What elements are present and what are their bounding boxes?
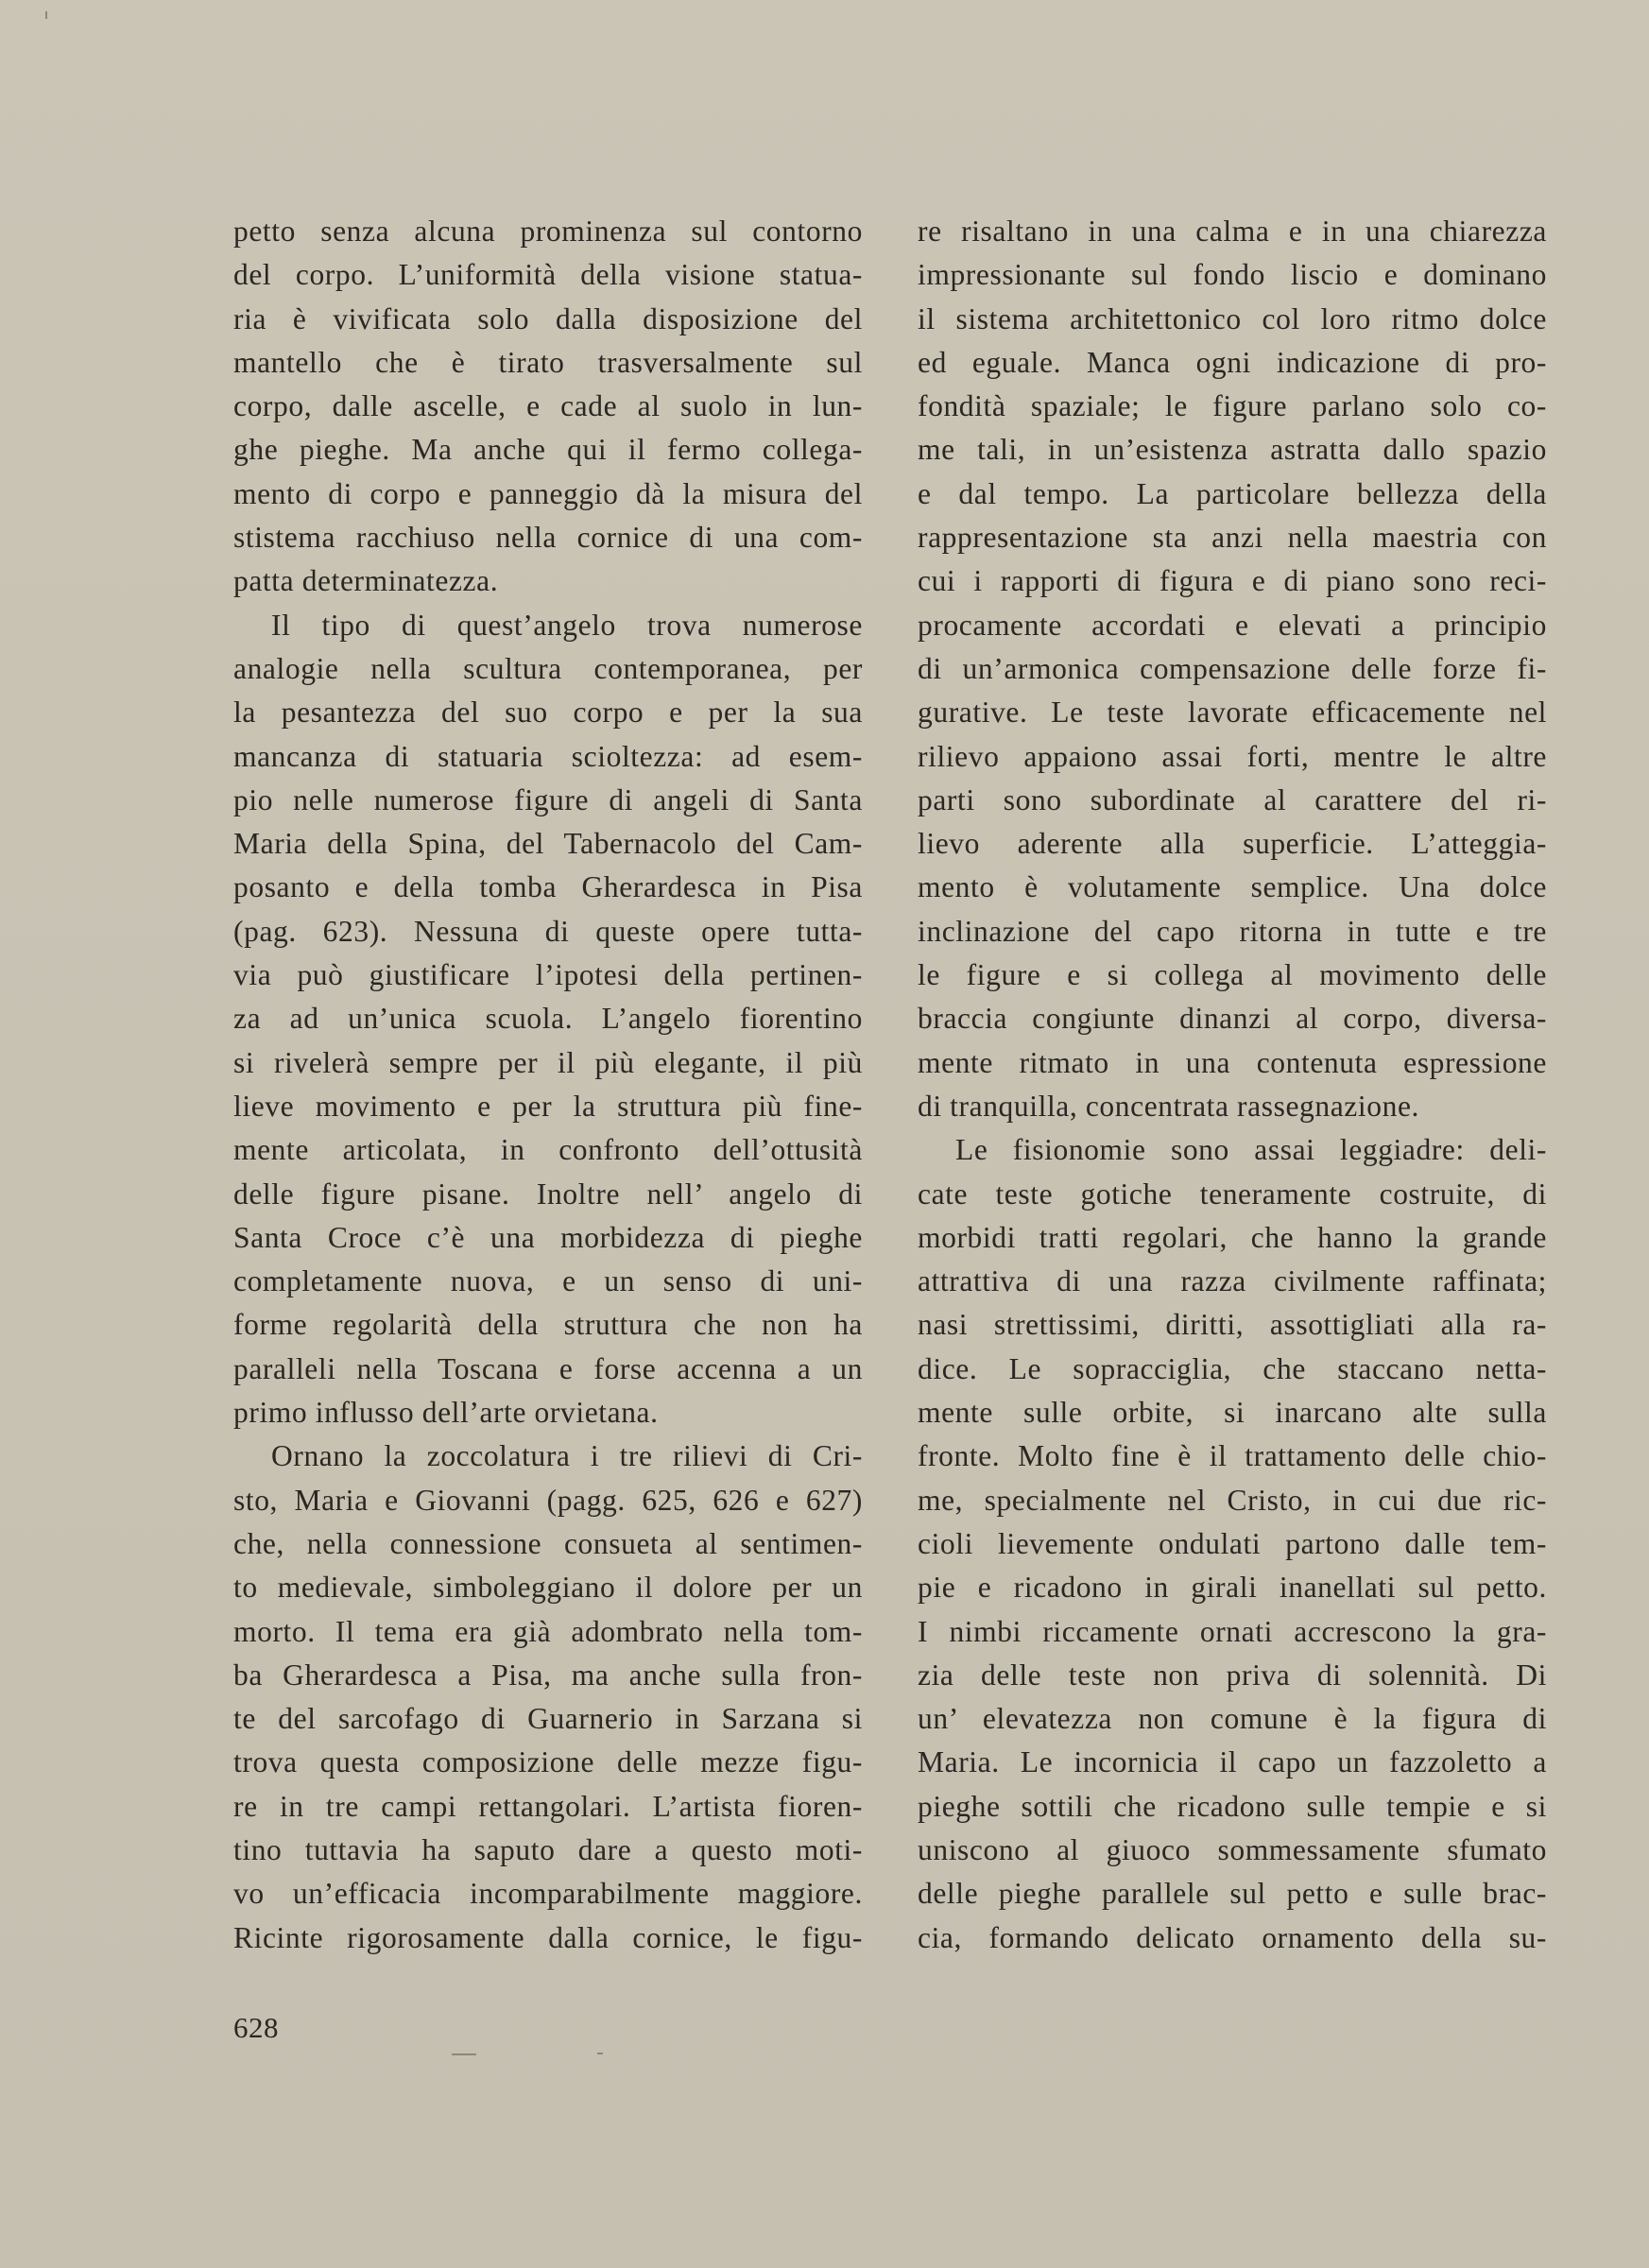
- text-line: corpo, dalle ascelle, e cade al suolo in lun-: [233, 389, 863, 423]
- text-line: le figure e si collega al movimento delle: [918, 958, 1547, 992]
- text-line: pie e ricadono in girali inanellati sul petto.: [918, 1571, 1547, 1605]
- text-line: I nimbi riccamente ornati accrescono la gra-: [918, 1614, 1547, 1648]
- text-line: mento di corpo e panneggio dà la misura del: [233, 476, 863, 510]
- text-line: via può giustificare l’ipotesi della pertinen-: [233, 958, 863, 992]
- text-line: me tali, in un’esistenza astratta dallo spazio: [918, 433, 1547, 467]
- text-line: che, nella connessione consueta al sentimen-: [233, 1526, 863, 1560]
- text-line: morbidi tratti regolari, che hanno la grande: [918, 1220, 1547, 1254]
- text-line: uniscono al giuoco sommessamente sfumato: [918, 1832, 1547, 1866]
- text-line: posanto e della tomba Gherardesca in Pisa: [233, 870, 863, 904]
- text-line: Ricinte rigorosamente dalla cornice, le figu-: [233, 1920, 863, 1954]
- text-line: re risaltano in una calma e in una chiarezza: [918, 215, 1547, 248]
- text-line: to medievale, simboleggiano il dolore per un: [233, 1571, 863, 1605]
- text-line: impressionante sul fondo liscio e dominano: [918, 258, 1547, 292]
- text-line: morto. Il tema era già adombrato nella tom-: [233, 1614, 863, 1648]
- text-line: del corpo. L’uniformità della visione statua-: [233, 258, 863, 292]
- text-line: pieghe sottili che ricadono sulle tempie e si: [918, 1789, 1547, 1823]
- text-line: lieve movimento e per la struttura più fine-: [233, 1089, 863, 1123]
- text-line: un’ elevatezza non comune è la figura di: [918, 1702, 1547, 1736]
- text-line: completamente nuova, e un senso di uni-: [233, 1264, 863, 1298]
- paragraph-start: Il tipo di quest’angelo trova numerose: [271, 608, 863, 642]
- text-line: zia delle teste non priva di solennità. Di: [918, 1658, 1547, 1692]
- text-line: cate teste gotiche teneramente costruite, di: [918, 1177, 1547, 1211]
- text-line: cia, formando delicato ornamento della su-: [918, 1920, 1547, 1954]
- print-mark: [597, 2053, 603, 2054]
- text-line: procamente accordati e elevati a principio: [918, 608, 1547, 642]
- text-line: trova questa composizione delle mezze figu-: [233, 1745, 863, 1779]
- text-line: il sistema architettonico col loro ritmo dolce: [918, 301, 1547, 335]
- text-line: Maria. Le incornicia il capo un fazzoletto a: [918, 1745, 1547, 1779]
- text-line: di un’armonica compensazione delle forze fi-: [918, 651, 1547, 685]
- text-line: gurative. Le teste lavorate efficacemente nel: [918, 696, 1547, 730]
- text-line: re in tre campi rettangolari. L’artista fioren-: [233, 1789, 863, 1823]
- text-line: delle pieghe parallele sul petto e sulle brac-: [918, 1877, 1547, 1911]
- text-line: lievo aderente alla superficie. L’atteggia-: [918, 827, 1547, 861]
- text-line: delle figure pisane. Inoltre nell’ angelo di: [233, 1177, 863, 1211]
- text-column-right: [918, 210, 1547, 1960]
- text-line: me, specialmente nel Cristo, in cui due ric-: [918, 1483, 1547, 1517]
- text-line: mente articolata, in confronto dell’ottusità: [233, 1133, 863, 1167]
- text-line: za ad un’unica scuola. L’angelo fiorentino: [233, 1002, 863, 1036]
- text-line: attrattiva di una razza civilmente raffinata;: [918, 1264, 1547, 1298]
- text-line: primo influsso dell’arte orvietana.: [233, 1396, 659, 1430]
- text-line: petto senza alcuna prominenza sul contorno: [233, 215, 863, 248]
- print-mark: [45, 11, 47, 19]
- text-line: Santa Croce c’è una morbidezza di pieghe: [233, 1220, 863, 1254]
- text-line: fondità spaziale; le figure parlano solo co-: [918, 389, 1547, 423]
- text-line: ba Gherardesca a Pisa, ma anche sulla fron-: [233, 1658, 863, 1692]
- text-line: si rivelerà sempre per il più elegante, il più: [233, 1045, 863, 1079]
- text-line: dice. Le sopracciglia, che staccano netta-: [918, 1351, 1547, 1385]
- text-line: e dal tempo. La particolare bellezza della: [918, 476, 1547, 510]
- text-line: tino tuttavia ha saputo dare a questo moti-: [233, 1832, 863, 1866]
- page-number: 628: [233, 2011, 279, 2044]
- text-line: stistema racchiuso nella cornice di una com-: [233, 521, 863, 555]
- text-line: te del sarcofago di Guarnerio in Sarzana si: [233, 1702, 863, 1736]
- text-line: ghe pieghe. Ma anche qui il fermo collega-: [233, 433, 863, 467]
- text-line: fronte. Molto fine è il trattamento delle chio-: [918, 1439, 1547, 1473]
- text-line: analogie nella scultura contemporanea, per: [233, 651, 863, 685]
- text-line: rappresentazione sta anzi nella maestria con: [918, 521, 1547, 555]
- paragraph-start: Ornano la zoccolatura i tre rilievi di Cri-: [271, 1439, 863, 1473]
- print-mark: [452, 2053, 476, 2055]
- text-line: pio nelle numerose figure di angeli di Santa: [233, 782, 863, 816]
- text-line: cui i rapporti di figura e di piano sono reci-: [918, 564, 1547, 598]
- text-line: mente ritmato in una contenuta espressione: [918, 1045, 1547, 1079]
- text-line: (pag. 623). Nessuna di queste opere tutta-: [233, 914, 863, 948]
- text-line: braccia congiunte dinanzi al corpo, diversa-: [918, 1002, 1547, 1036]
- text-line: mente sulle orbite, si inarcano alte sulla: [918, 1396, 1547, 1430]
- text-line: parti sono subordinate al carattere del ri-: [918, 782, 1547, 816]
- text-line: rilievo appaiono assai forti, mentre le altre: [918, 739, 1547, 773]
- text-line: vo un’efficacia incomparabilmente maggiore.: [233, 1877, 863, 1911]
- text-line: la pesantezza del suo corpo e per la sua: [233, 696, 863, 730]
- text-line: sto, Maria e Giovanni (pagg. 625, 626 e 627): [233, 1483, 863, 1517]
- paragraph-start: Le fisionomie sono assai leggiadre: deli-: [955, 1133, 1547, 1167]
- text-line: inclinazione del capo ritorna in tutte e tre: [918, 914, 1547, 948]
- text-line: mento è volutamente semplice. Una dolce: [918, 870, 1547, 904]
- text-line: forme regolarità della struttura che non ha: [233, 1308, 863, 1342]
- text-line: Maria della Spina, del Tabernacolo del Cam-: [233, 827, 863, 861]
- text-line: nasi strettissimi, diritti, assottigliati alla ra-: [918, 1308, 1547, 1342]
- text-line: ria è vivificata solo dalla disposizione del: [233, 301, 863, 335]
- text-line: di tranquilla, concentrata rassegnazione.: [918, 1089, 1419, 1123]
- text-line: paralleli nella Toscana e forse accenna a un: [233, 1351, 863, 1385]
- text-line: mancanza di statuaria scioltezza: ad esem-: [233, 739, 863, 773]
- text-line: ed eguale. Manca ogni indicazione di pro-: [918, 345, 1547, 379]
- text-line: mantello che è tirato trasversalmente sul: [233, 345, 863, 379]
- text-column-left: [233, 210, 863, 1960]
- text-line: cioli lievemente ondulati partono dalle tem-: [918, 1526, 1547, 1560]
- text-line: patta determinatezza.: [233, 564, 499, 598]
